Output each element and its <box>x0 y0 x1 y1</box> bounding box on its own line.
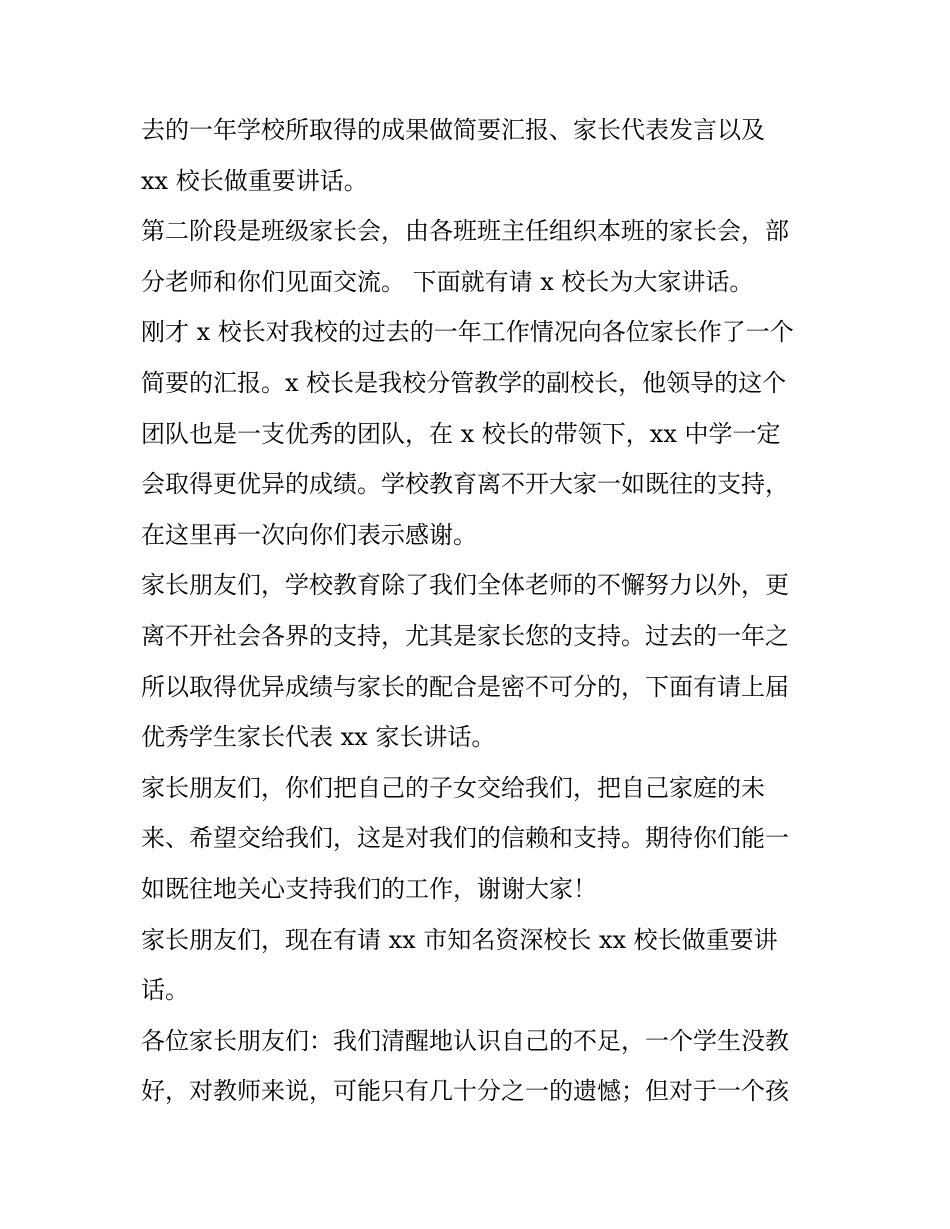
text-line: 来、希望交给我们，这是对我们的信赖和支持。期待你们能一 <box>141 824 789 852</box>
text-line: 优秀学生家长代表 xx 家长讲话。 <box>141 723 496 751</box>
text-line: 话。 <box>141 976 189 1004</box>
text-line: 所以取得优异成绩与家长的配合是密不可分的，下面有请上届 <box>141 673 789 701</box>
text-line: 去的一年学校所取得的成果做简要汇报、家长代表发言以及 <box>141 116 765 144</box>
text-line: 家长朋友们，学校教育除了我们全体老师的不懈努力以外，更 <box>141 571 789 599</box>
text-line: 家长朋友们，你们把自己的子女交给我们，把自己家庭的未 <box>141 774 765 802</box>
text-line: 各位家长朋友们：我们清醒地认识自己的不足，一个学生没教 <box>141 1027 789 1055</box>
text-line: xx 校长做重要讲话。 <box>141 167 368 195</box>
text-line: 会取得更优异的成绩。学校教育离不开大家一如既往的支持， <box>141 470 789 498</box>
text-line: 家长朋友们，现在有请 xx 市知名资深校长 xx 校长做重要讲 <box>141 926 778 954</box>
text-line: 在这里再一次向你们表示感谢。 <box>141 521 477 549</box>
text-line: 团队也是一支优秀的团队，在 x 校长的带领下，xx 中学一定 <box>141 420 781 448</box>
text-line: 分老师和你们见面交流。 下面就有请 x 校长为大家讲话。 <box>141 268 754 296</box>
text-line: 好，对教师来说，可能只有几十分之一的遗憾；但对于一个孩 <box>141 1077 789 1105</box>
text-line: 简要的汇报。x 校长是我校分管教学的副校长，他领导的这个 <box>141 369 787 397</box>
text-line: 如既往地关心支持我们的工作，谢谢大家！ <box>141 875 597 903</box>
text-line: 离不开社会各界的支持，尤其是家长您的支持。过去的一年之 <box>141 622 789 650</box>
text-line: 刚才 x 校长对我校的过去的一年工作情况向各位家长作了一个 <box>141 318 794 346</box>
text-line: 第二阶段是班级家长会，由各班班主任组织本班的家长会，部 <box>141 217 789 245</box>
